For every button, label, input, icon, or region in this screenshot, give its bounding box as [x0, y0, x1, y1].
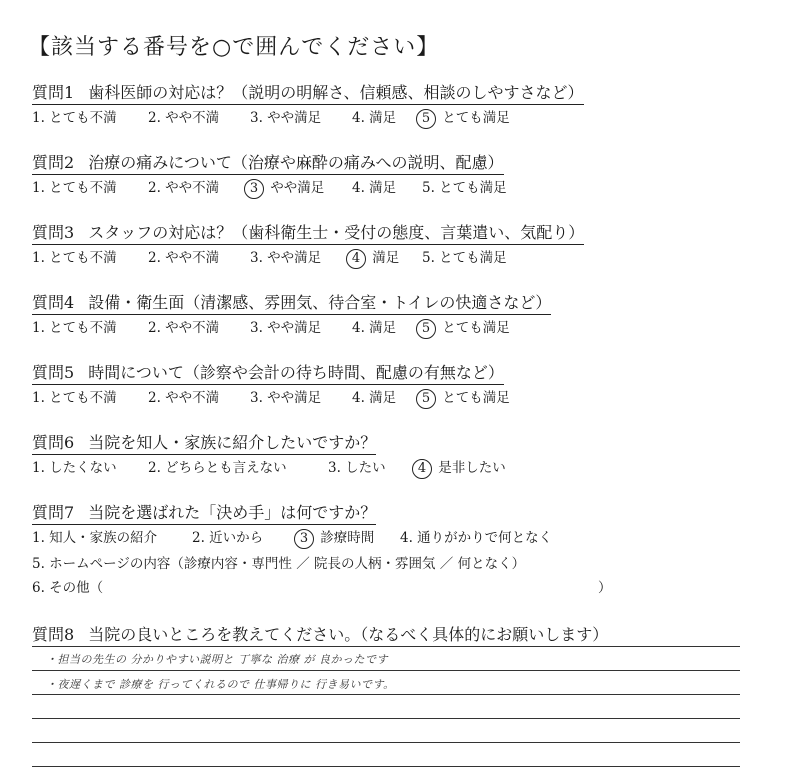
- circle-mark: 5: [416, 389, 436, 409]
- option-5[interactable]: 5. とても満足: [422, 180, 507, 196]
- option-4-selected[interactable]: [412, 456, 506, 479]
- option-3[interactable]: 3. やや満足: [250, 390, 322, 406]
- option-5-selected[interactable]: [416, 106, 510, 129]
- question-text: 歯科医師の対応は？（説明の明解さ、信頼感、相談のしやすさなど）: [88, 83, 584, 102]
- option-3[interactable]: 3. したい: [328, 460, 386, 476]
- option-4-selected[interactable]: [346, 246, 399, 269]
- option-3[interactable]: 3. やや満足: [250, 110, 322, 126]
- question-text: 当院を知人・家族に紹介したいですか？: [88, 433, 377, 452]
- question-6-title: [32, 430, 376, 455]
- option-label: 満足: [372, 250, 400, 266]
- option-label: やや満足: [270, 180, 325, 196]
- question-text: 当院を選ばれた「決め手」は何ですか？: [88, 503, 377, 522]
- option-2[interactable]: 2. やや不満: [148, 180, 220, 196]
- question-number: 質問1: [32, 83, 75, 102]
- option-4[interactable]: 4. 満足: [352, 320, 397, 336]
- question-number: 質問4: [32, 293, 75, 312]
- question-2-title: [32, 150, 504, 175]
- option-2[interactable]: 2. やや不満: [148, 110, 220, 126]
- other-label: 6. その他（: [32, 580, 104, 596]
- question-7-option-6[interactable]: [32, 576, 612, 596]
- option-1[interactable]: 1. とても不満: [32, 180, 117, 196]
- form-heading: 【該当する番号を○で囲んでください】: [28, 35, 440, 60]
- option-4[interactable]: 4. 通りがかりで何となく: [400, 530, 553, 546]
- circle-mark: 3: [244, 179, 264, 199]
- option-label: とても満足: [442, 390, 510, 406]
- answer-line: [32, 694, 740, 695]
- option-4[interactable]: 4. 満足: [352, 390, 397, 406]
- option-5[interactable]: 5. とても満足: [422, 250, 507, 266]
- question-7-option-5[interactable]: 5. ホームページの内容（診療内容・専門性 ／ 院長の人柄・雰囲気 ／ 何となく）: [32, 556, 526, 572]
- answer-line: [32, 766, 740, 767]
- option-3-selected[interactable]: [244, 176, 324, 199]
- option-2[interactable]: 2. 近いから: [192, 530, 264, 546]
- question-number: 質問3: [32, 223, 75, 242]
- option-2[interactable]: 2. どちらとも言えない: [148, 460, 287, 476]
- question-7-title: [32, 500, 376, 525]
- question-3-title: [32, 220, 584, 245]
- question-text: 当院の良いところを教えてください。（なるべく具体的にお願いします）: [88, 625, 609, 644]
- option-1[interactable]: 1. とても不満: [32, 320, 117, 336]
- question-1-title: [32, 80, 584, 105]
- handwritten-answer-1: ・担当の先生の 分かりやすい説明と 丁寧な 治療 が 良かったです: [46, 653, 388, 666]
- question-text: スタッフの対応は？（歯科衛生士・受付の態度、言葉遣い、気配り）: [88, 223, 585, 242]
- question-4-title: [32, 290, 551, 315]
- question-text: 時間について（診察や会計の待ち時間、配慮の有無など）: [88, 363, 504, 382]
- circle-mark: 3: [294, 529, 314, 549]
- option-4[interactable]: 4. 満足: [352, 110, 397, 126]
- option-label: とても満足: [442, 320, 510, 336]
- option-4[interactable]: 4. 満足: [352, 180, 397, 196]
- answer-line: [32, 718, 740, 719]
- circle-mark: 5: [416, 319, 436, 339]
- circle-mark: 4: [412, 459, 432, 479]
- question-text: 設備・衛生面（清潔感、雰囲気、待合室・トイレの快適さなど）: [88, 293, 552, 312]
- answer-line: [32, 742, 740, 743]
- option-1[interactable]: 1. したくない: [32, 460, 117, 476]
- question-8-title: [32, 622, 608, 646]
- option-label: とても満足: [442, 110, 510, 126]
- question-number: 質問6: [32, 433, 75, 452]
- option-2[interactable]: 2. やや不満: [148, 390, 220, 406]
- option-label: 是非したい: [438, 460, 506, 476]
- answer-line: [32, 646, 740, 647]
- circle-mark: 4: [346, 249, 366, 269]
- option-2[interactable]: 2. やや不満: [148, 320, 220, 336]
- handwritten-answer-2: ・夜遅くまで 診療を 行ってくれるので 仕事帰りに 行き易いです。: [46, 678, 395, 691]
- option-3[interactable]: 3. やや満足: [250, 320, 322, 336]
- option-3-selected[interactable]: [294, 526, 374, 549]
- question-text: 治療の痛みについて（治療や麻酔の痛みへの説明、配慮）: [88, 153, 504, 172]
- option-3[interactable]: 3. やや満足: [250, 250, 322, 266]
- question-number: 質問2: [32, 153, 75, 172]
- option-5-selected[interactable]: [416, 316, 510, 339]
- option-5-selected[interactable]: [416, 386, 510, 409]
- option-1[interactable]: 1. 知人・家族の紹介: [32, 530, 158, 546]
- answer-line: [32, 670, 740, 671]
- question-number: 質問5: [32, 363, 75, 382]
- question-5-title: [32, 360, 504, 385]
- option-1[interactable]: 1. とても不満: [32, 110, 117, 126]
- circle-mark: 5: [416, 109, 436, 129]
- other-close-paren: ）: [598, 580, 612, 596]
- option-1[interactable]: 1. とても不満: [32, 390, 117, 406]
- option-1[interactable]: 1. とても不満: [32, 250, 117, 266]
- question-number: 質問7: [32, 503, 75, 522]
- option-label: 診療時間: [320, 530, 375, 546]
- option-2[interactable]: 2. やや不満: [148, 250, 220, 266]
- question-number: 質問8: [32, 625, 75, 644]
